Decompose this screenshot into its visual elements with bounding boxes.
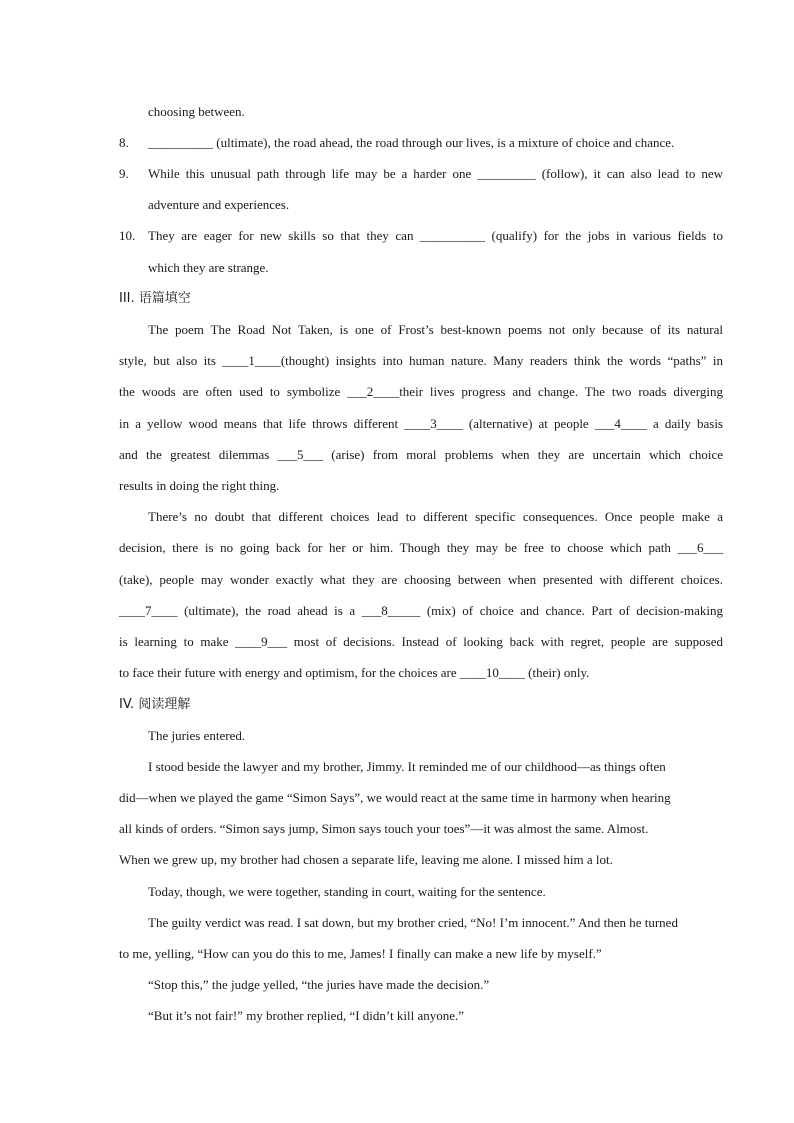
section4-line: “Stop this,” the judge yelled, “the juries have made the decision.” <box>148 977 490 992</box>
section4-line: to me, yelling, “How can you do this to me, James! I finally can make a new life by myself.” <box>119 946 602 961</box>
section3-line: decision, there is no going back for her or him. Though they may be free to choose which path ___6___ <box>119 540 723 555</box>
section4-line: all kinds of orders. “Simon says jump, Simon says touch your toes”—it was almost the same. Almost. <box>119 821 649 836</box>
section4-line: The guilty verdict was read. I sat down, but my brother cried, “No! I’m innocent.” And then he turned <box>148 915 678 930</box>
section3-line: The poem The Road Not Taken, is one of Frost’s best-known poems not only because of its natural <box>148 322 723 337</box>
section3-line: the woods are often used to symbolize ___2____their lives progress and change. The two roads diverging <box>119 384 723 399</box>
section3-line: There’s no doubt that different choices lead to different specific consequences. Once people make a <box>148 509 723 524</box>
item10-text-line1: They are eager for new skills so that they can __________ (qualify) for the jobs in various fields to <box>148 228 723 243</box>
item9-text-line1: While this unusual path through life may be a harder one _________ (follow), it can also lead to new <box>148 166 723 181</box>
section3-line: in a yellow wood means that life throws different ____3____ (alternative) at people ___4____ a daily basis <box>119 416 723 431</box>
item8-number: 8. <box>119 135 129 150</box>
section3-line: ____7____ (ultimate), the road ahead is a ___8_____ (mix) of choice and chance. Part of decision-making <box>119 603 723 618</box>
section3-heading: III. 语篇填空 <box>119 291 191 306</box>
section4-line: did—when we played the game “Simon Says”, we would react at the same time in harmony when hearing <box>119 790 671 805</box>
item10-number: 10. <box>119 228 136 243</box>
section3-line: is learning to make ____9___ most of decisions. Instead of looking back with regret, people are supposed <box>119 634 723 649</box>
item7-continuation: choosing between. <box>148 104 245 119</box>
item9-number: 9. <box>119 166 129 181</box>
section3-line: style, but also its ____1____(thought) insights into human nature. Many readers think the words “paths” in <box>119 353 723 368</box>
item9-text-line2: adventure and experiences. <box>148 197 290 212</box>
section3-line: results in doing the right thing. <box>119 478 280 493</box>
section3-line: and the greatest dilemmas ___5___ (arise) from moral problems when they are uncertain which choice <box>119 447 723 462</box>
section4-line: “But it’s not fair!” my brother replied, “I didn’t kill anyone.” <box>148 1008 465 1023</box>
item10-text-line2: which they are strange. <box>148 260 269 275</box>
section3-line: to face their future with energy and optimism, for the choices are ____10____ (their) only. <box>119 665 590 680</box>
section3-line: (take), people may wonder exactly what they are choosing between when presented with different choices. <box>119 572 723 587</box>
section4-line: The juries entered. <box>148 728 246 743</box>
section4-heading: IV. 阅读理解 <box>119 697 191 712</box>
section4-line: I stood beside the lawyer and my brother, Jimmy. It reminded me of our childhood—as things often <box>148 759 666 774</box>
section4-line: Today, though, we were together, standing in court, waiting for the sentence. <box>148 884 546 899</box>
section4-line: When we grew up, my brother had chosen a separate life, leaving me alone. I missed him a lot. <box>119 852 613 867</box>
item8-text: __________ (ultimate), the road ahead, the road through our lives, is a mixture of choice and chance. <box>148 135 675 150</box>
